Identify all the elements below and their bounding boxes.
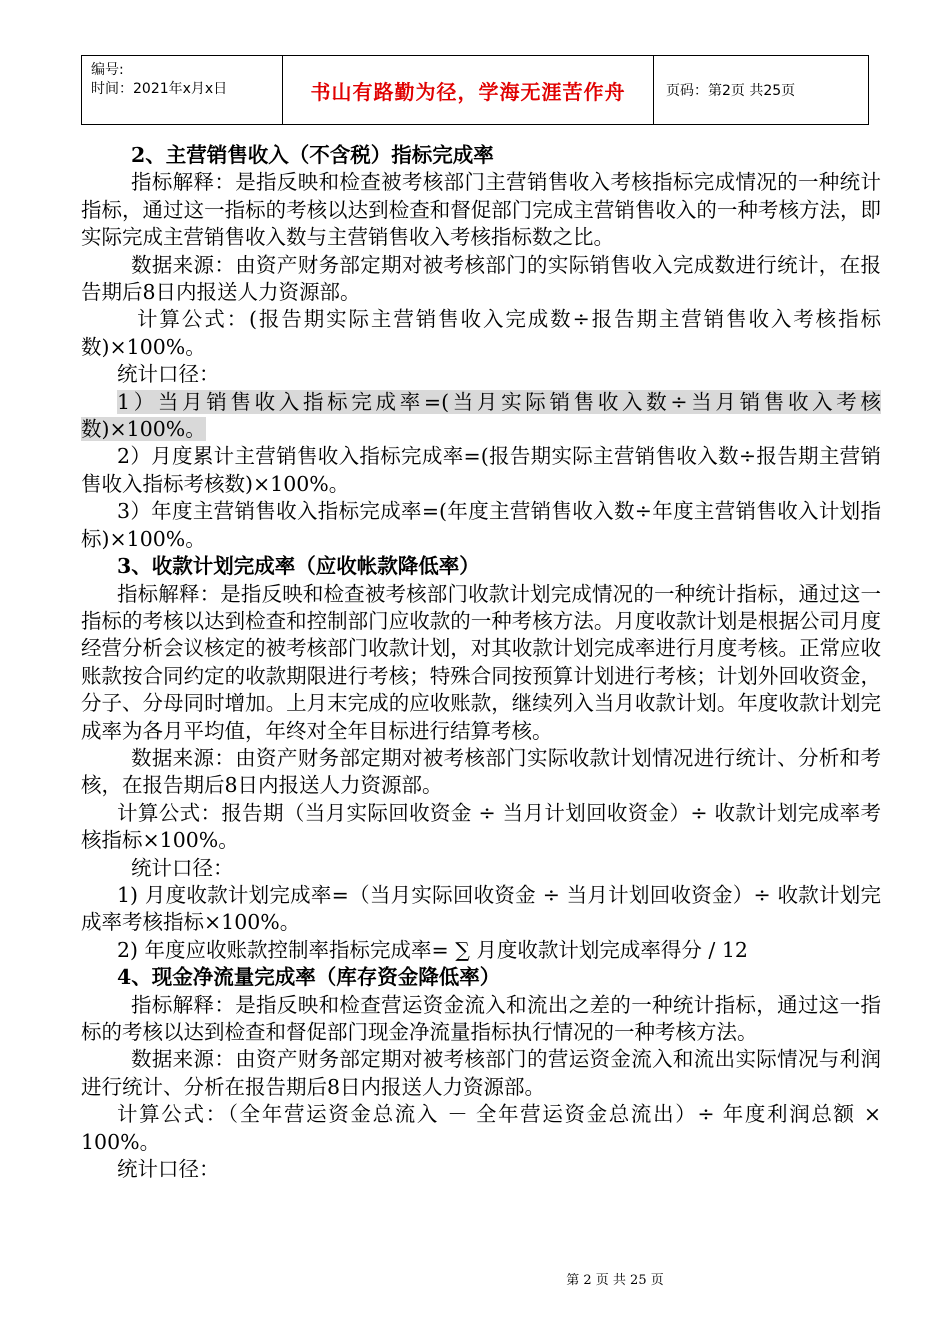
body-paragraph: 计算公式：报告期（当月实际回收资金 ÷ 当月计划回收资金）÷ 收款计划完成率考核指标×100%。 bbox=[81, 800, 881, 853]
body-paragraph: 指标解释：是指反映和检查营运资金流入和流出之差的一种统计指标，通过这一指标的考核以达到检查和督促部门现金净流量指标执行情况的一种考核方法。 bbox=[81, 992, 881, 1044]
body-paragraph: 统计口径： bbox=[117, 362, 220, 387]
header-left-cell bbox=[82, 56, 283, 124]
body-paragraph: 统计口径： bbox=[131, 855, 234, 880]
document-time-label: 时间：2021年x月x日 bbox=[91, 81, 228, 97]
header-motto: 书山有路勤为径，学海无涯苦作舟 bbox=[283, 56, 654, 124]
body-paragraph: 指标解释：是指反映和检查被考核部门主营销售收入考核指标完成情况的一种统计指标，通过这一指标的考核以达到检查和督促部门完成主营销售收入的一种考核方法，即实际完成主营销售收入数与主营销售收入考核指标数之比。 bbox=[81, 170, 881, 250]
body-paragraph: 数据来源：由资产财务部定期对被考核部门的营运资金流入和流出实际情况与利润进行统计、分析在报告期后8日内报送人力资源部。 bbox=[81, 1047, 881, 1099]
page-header bbox=[81, 55, 869, 125]
document-body bbox=[81, 142, 881, 1183]
document-number-label: 编号: bbox=[91, 62, 124, 78]
body-paragraph: 统计口径： bbox=[117, 1157, 220, 1182]
section-heading: 3、收款计划完成率（应收帐款降低率） bbox=[117, 554, 480, 579]
body-paragraph: 数据来源：由资产财务部定期对被考核部门的实际销售收入完成数进行统计，在报告期后8日内报送人力资源部。 bbox=[81, 252, 881, 305]
body-paragraph bbox=[81, 389, 881, 444]
body-paragraph: 计算公式：（全年营运资金总流入 － 全年营运资金总流出）÷ 年度利润总额 × 100%。 bbox=[81, 1102, 881, 1154]
highlighted-text: 1）当月销售收入指标完成率=(当月实际销售收入数÷当月销售收入考核数)×100%。 bbox=[81, 389, 881, 442]
body-paragraph: 指标解释：是指反映和检查被考核部门收款计划完成情况的一种统计指标，通过这一指标的考核以达到检查和控制部门应收款的一种考核方法。月度收款计划是根据公司月度经营分析会议核定的被考核部门收款计划，对其收款计划完成率进行月度考核。正常应收账款按合同约定的收款期限进行考核；特殊合同按预算计划进行考核；计划外回收资金，分子、分母同时增加。上月末完成的应收账款，继续列入当月收款计划。年度收款计划完成率为各月平均值，年终对全年目标进行结算考核。 bbox=[81, 581, 881, 743]
body-paragraph: 3）年度主营销售收入指标完成率=(年度主营销售收入数÷年度主营销售收入计划指标)×100%。 bbox=[81, 499, 881, 551]
page-footer: 第 2 页 共 25 页 bbox=[566, 1273, 664, 1288]
header-page-info: 页码：第2页 共25页 bbox=[666, 83, 796, 99]
body-paragraph: 2）月度累计主营销售收入指标完成率=(报告期实际主营销售收入数÷报告期主营销售收入指标考核数)×100%。 bbox=[81, 444, 881, 496]
section-heading: 4、现金净流量完成率（库存资金降低率） bbox=[117, 965, 501, 990]
body-paragraph: 2) 年度应收账款控制率指标完成率= ∑ 月度收款计划完成率得分 / 12 bbox=[117, 937, 748, 962]
body-paragraph: 计算公式：(报告期实际主营销售收入完成数÷报告期主营销售收入考核指标数)×100%。 bbox=[81, 307, 881, 359]
section-heading: 2、主营销售收入（不含税）指标完成率 bbox=[131, 143, 494, 167]
body-paragraph: 数据来源：由资产财务部定期对被考核部门实际收款计划情况进行统计、分析和考核，在报告期后8日内报送人力资源部。 bbox=[81, 745, 881, 798]
body-paragraph: 1) 月度收款计划完成率=（当月实际回收资金 ÷ 当月计划回收资金）÷ 收款计划完成率考核指标×100%。 bbox=[81, 882, 881, 935]
